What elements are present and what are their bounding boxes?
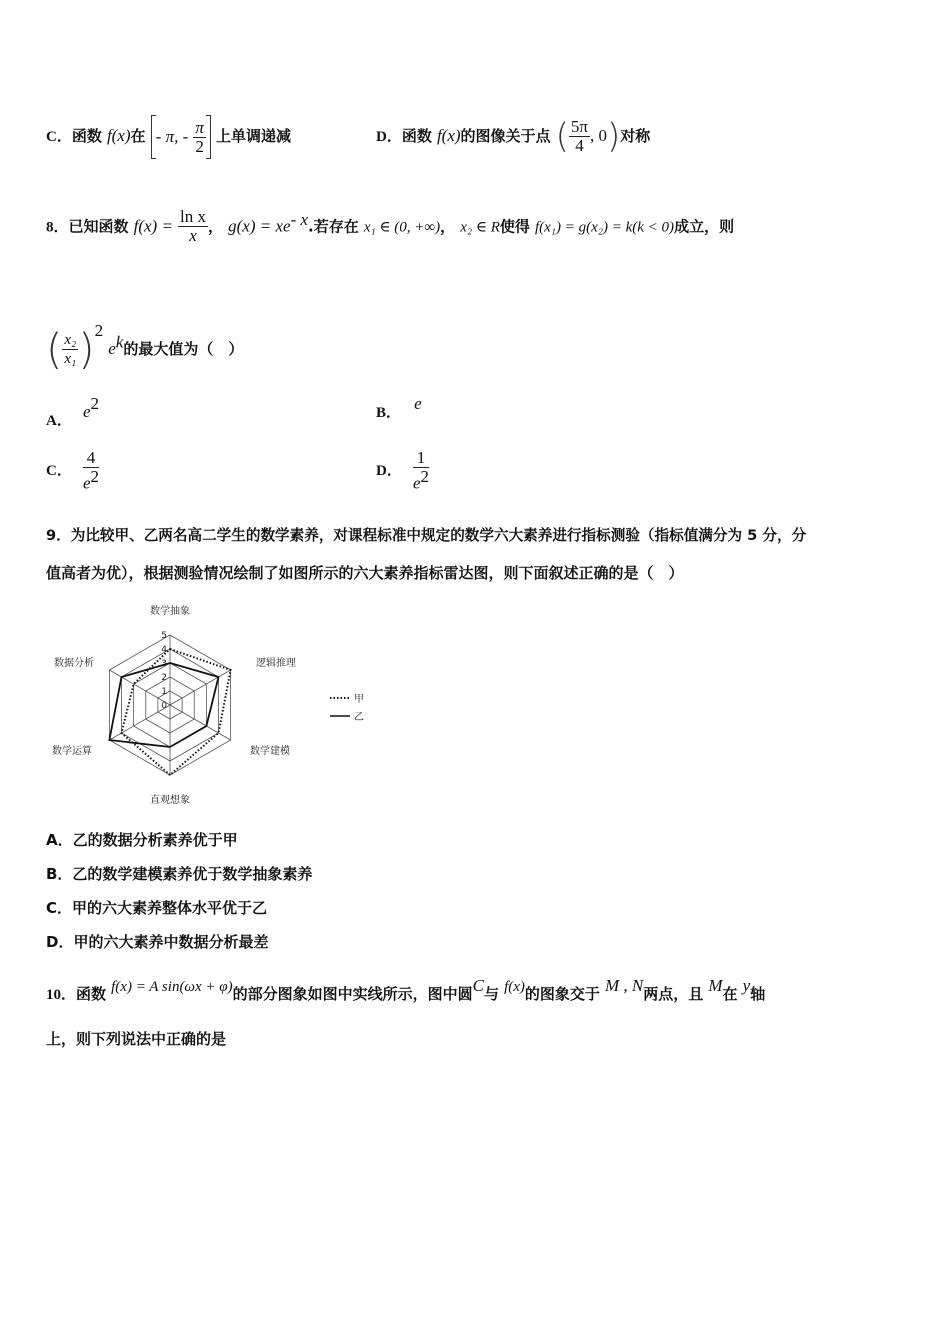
stem-text: ， <box>208 217 224 236</box>
numerator: 4 <box>83 449 99 468</box>
radar-axis-label: 直观想象 <box>150 795 190 806</box>
numerator: x₂ <box>64 332 77 348</box>
numerator: π <box>195 117 204 137</box>
e-base: e <box>108 339 116 358</box>
paren-right: ) <box>607 116 621 157</box>
radar-axis-label: 数据分析 <box>54 658 94 669</box>
q9-option-b: B．乙的数学建模素养优于数学抽象素养 <box>46 865 313 883</box>
option-label: C． <box>46 463 72 479</box>
paren-left: ( <box>46 324 63 374</box>
q7-option-c <box>46 104 291 168</box>
radar-tick-label: 0 <box>161 701 167 711</box>
q9-option-d: D．甲的六大素养中数据分析最差 <box>46 933 269 951</box>
axis-y: y <box>742 976 751 995</box>
points-mn: M , N <box>605 976 644 995</box>
interval-bracket <box>151 115 211 159</box>
radar-tick-label: 5 <box>161 631 167 641</box>
q9-stem-line1: 9．为比较甲、乙两名高二学生的数学素养，对课程标准中规定的数学六大素养进行指标测验（指标值满分为 5 分，分 <box>46 527 807 544</box>
ratio-power: 2 <box>94 321 104 340</box>
stem-text: 使得 <box>499 217 530 236</box>
paren-right: ) <box>78 324 95 374</box>
e-exp: k <box>115 332 124 352</box>
denominator: x₁ <box>64 351 77 367</box>
denominator <box>83 468 99 493</box>
stem-text: 轴 <box>750 985 766 1003</box>
x2-cond: x₂ ∈ R <box>460 219 500 236</box>
option-label: D． <box>376 463 402 479</box>
math-fx: f(x) <box>436 126 461 145</box>
paren-left: ( <box>555 116 569 157</box>
ratio-fraction <box>62 331 78 368</box>
option-text: 的图像关于点 <box>460 127 551 145</box>
option-fraction <box>83 449 99 493</box>
radar-axis-label: 数学运算 <box>52 746 92 757</box>
numerator: 5π <box>570 117 589 136</box>
q8-option-d <box>376 440 429 500</box>
fx: f(x) <box>504 979 525 995</box>
denominator: x <box>189 226 197 246</box>
legend-label: 乙 <box>354 712 364 723</box>
f-fraction <box>178 208 208 245</box>
radar-axis-spoke <box>170 705 231 740</box>
q8-stem-line2 <box>46 296 244 374</box>
equation: f(x₁) = g(x₂) = k(k < 0) <box>534 219 675 236</box>
radar-axis-spoke <box>170 670 231 705</box>
denominator <box>413 468 429 493</box>
radar-tick-label: 3 <box>161 659 167 669</box>
stem-text: 函数 <box>76 985 107 1003</box>
q8-option-b <box>376 384 422 424</box>
den-base: e <box>82 473 91 493</box>
radar-axis-label: 数学建模 <box>250 746 290 757</box>
denominator: 4 <box>575 136 584 155</box>
stem-text: 的图象交于 <box>524 985 600 1003</box>
stem-text: 在 <box>722 985 738 1003</box>
g-exp: - x <box>290 210 309 229</box>
q8-option-a <box>46 384 99 429</box>
legend-label: 甲 <box>354 694 364 705</box>
stem-text: 的部分图象如图中实线所示，图中圆 <box>232 985 473 1003</box>
math-fx: f(x) <box>106 126 131 145</box>
option-text: 对称 <box>620 127 651 145</box>
q7-option-d <box>376 104 650 168</box>
q9-stem-line2: 值高者为优），根据测验情况绘制了如图所示的六大素养指标雷达图，则下面叙述正确的是（ ） <box>46 564 684 582</box>
den-exp: 2 <box>90 466 99 486</box>
q8-stem-line1 <box>46 190 734 250</box>
option-text: 函数 <box>71 127 102 145</box>
point-m: M <box>708 976 723 995</box>
stem-text: 两点，且 <box>643 985 704 1003</box>
numerator: ln x <box>180 207 207 227</box>
den-exp: 2 <box>420 466 429 486</box>
radar-axis-label: 逻辑推理 <box>256 658 296 669</box>
option-text: 上单调递减 <box>215 127 291 145</box>
x1-cond: x₁ ∈ (0, +∞) <box>363 219 441 236</box>
point-fraction <box>569 118 590 155</box>
interval-left: - π, - <box>155 126 189 146</box>
option-value: e <box>414 394 422 413</box>
option-label: B． <box>376 405 402 421</box>
radar-axis-label: 数学抽象 <box>150 606 190 617</box>
stem-text: 成立，则 <box>674 217 735 236</box>
option-label: A． <box>46 413 72 429</box>
denominator: 2 <box>195 136 204 156</box>
stem-text: .若存在 <box>308 217 359 236</box>
stem-text: 已知函数 <box>68 217 129 236</box>
q10-stem-line2: 上，则下列说法中正确的是 <box>46 1030 227 1048</box>
option-exp: 2 <box>90 394 99 413</box>
stem-text: ， <box>440 217 456 236</box>
radar-chart <box>40 598 380 812</box>
q8-option-c <box>46 440 99 500</box>
stem-text: 与 <box>483 985 499 1003</box>
question-number: 10． <box>46 987 77 1003</box>
q9-option-c: C．甲的六大素养整体水平优于乙 <box>46 899 268 917</box>
g-def: g(x) = xe <box>228 216 291 236</box>
numerator: 1 <box>413 449 429 468</box>
q9-option-a: A．乙的数据分析素养优于甲 <box>46 831 238 849</box>
option-label: D． <box>376 129 402 145</box>
radar-tick-label: 1 <box>161 687 167 697</box>
stem-text: 的最大值为（ ） <box>123 340 244 358</box>
radar-tick-label: 2 <box>161 673 167 683</box>
question-number: 8． <box>46 219 69 236</box>
func-def: f(x) = A sin(ωx + φ) <box>111 979 233 995</box>
option-text: 在 <box>130 127 146 145</box>
interval-fraction <box>193 119 206 156</box>
option-label: C． <box>46 129 72 145</box>
den-base: e <box>412 473 421 493</box>
option-text: 函数 <box>401 127 432 145</box>
circle-c: C <box>472 976 484 995</box>
f-lhs: f(x) = <box>133 216 173 236</box>
point-tail: , 0 <box>590 126 608 145</box>
q10-stem-line1 <box>46 966 765 1006</box>
option-value: e <box>82 402 91 421</box>
radar-tick-label: 4 <box>161 645 167 655</box>
option-fraction <box>413 449 429 493</box>
